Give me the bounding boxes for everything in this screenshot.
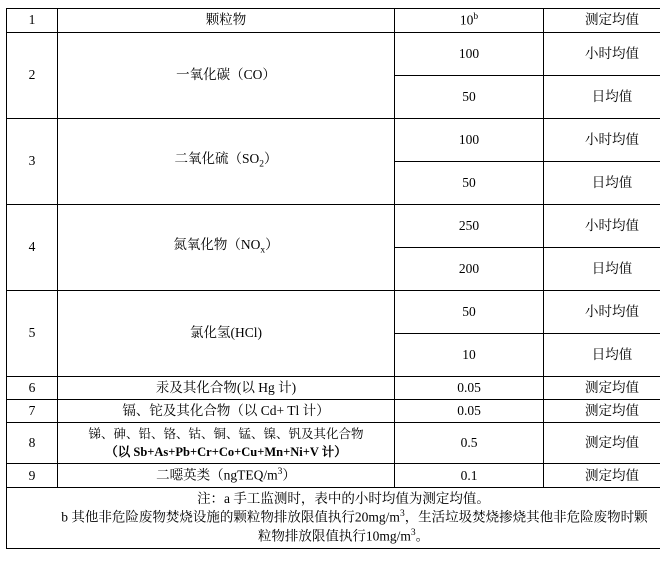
limit-value: 250 <box>395 204 544 247</box>
limit-value: 0.05 <box>395 376 544 399</box>
limit-value-number: 10 <box>459 12 474 28</box>
value-type: 日均值 <box>544 161 660 204</box>
table-row <box>7 464 660 488</box>
note-line-1: 注：a 手工监测时，表中的小时均值为测定均值。 <box>197 491 490 507</box>
note-line-2-part-a: b 其他非危险废物焚烧设施的颗粒物排放限值执行20mg/m <box>61 509 400 525</box>
pollutant-name: 汞及其化合物(以 Hg 计) <box>58 376 395 399</box>
row-number: 4 <box>7 204 58 290</box>
note-line-2-superscript: 3 <box>399 509 405 520</box>
pollutant-name <box>58 423 395 464</box>
row-number: 1 <box>7 9 58 33</box>
table-row <box>7 118 660 161</box>
table-row <box>7 290 660 333</box>
pollutant-name <box>58 464 395 488</box>
value-type: 测定均值 <box>544 423 660 464</box>
row-number: 6 <box>7 376 58 399</box>
limit-value-superscript: b <box>473 12 479 22</box>
note-line-3-superscript: 3 <box>410 528 416 539</box>
table-row <box>7 399 660 422</box>
pollutant-name: 颗粒物 <box>58 9 395 33</box>
pollutant-name-line-1: 锑、砷、铅、铬、钴、铜、锰、镍、钒及其化合物 <box>88 427 364 442</box>
limit-value: 50 <box>395 161 544 204</box>
pollutant-name <box>58 204 395 290</box>
limit-value: 0.1 <box>395 464 544 488</box>
value-type: 日均值 <box>544 333 660 376</box>
value-type: 小时均值 <box>544 204 660 247</box>
value-type: 测定均值 <box>544 399 660 422</box>
pollutant-name-line-2: （以 Sb+As+Pb+Cr+Co+Cu+Mn+Ni+V 计） <box>105 445 347 460</box>
value-type: 测定均值 <box>544 464 660 488</box>
table-row <box>7 376 660 399</box>
emission-limits-table <box>6 8 660 549</box>
pollutant-name-subscript: x <box>260 246 266 257</box>
pollutant-name-suffix: ） <box>264 151 278 167</box>
pollutant-name-suffix: ） <box>265 237 279 253</box>
limit-value: 100 <box>395 118 544 161</box>
value-type: 测定均值 <box>544 9 660 33</box>
note-line-3 <box>10 527 660 546</box>
note-line-3-part-b: 。 <box>415 528 430 544</box>
pollutant-name: 一氧化碳（CO） <box>58 32 395 118</box>
limit-value: 0.5 <box>395 423 544 464</box>
value-type: 日均值 <box>544 75 660 118</box>
pollutant-name-subscript: 2 <box>259 160 264 171</box>
pollutant-name-superscript: 3 <box>277 467 283 478</box>
pollutant-name: 氯化氢(HCl) <box>58 290 395 376</box>
limit-value <box>395 9 544 33</box>
limit-value: 10 <box>395 333 544 376</box>
value-type: 日均值 <box>544 247 660 290</box>
value-type: 小时均值 <box>544 290 660 333</box>
pollutant-name-prefix: 二氧化硫（SO <box>174 151 260 167</box>
note-line-2-part-b: ，生活垃圾焚烧掺烧其他非危险废物时颗 <box>404 509 648 525</box>
value-type: 小时均值 <box>544 32 660 75</box>
row-number: 3 <box>7 118 58 204</box>
pollutant-name <box>58 118 395 204</box>
value-type: 测定均值 <box>544 376 660 399</box>
limit-value: 0.05 <box>395 399 544 422</box>
table-note-row <box>7 488 660 549</box>
table-row <box>7 423 660 464</box>
table-row <box>7 204 660 247</box>
row-number: 5 <box>7 290 58 376</box>
table-row <box>7 9 660 33</box>
pollutant-name-prefix: 二噁英类（ngTEQ/m <box>156 467 278 483</box>
pollutant-name: 镉、铊及其化合物（以 Cd+ Tl 计） <box>58 399 395 422</box>
note-line-3-part-a: 粒物排放限值执行10mg/m <box>257 528 411 544</box>
limit-value: 50 <box>395 75 544 118</box>
pollutant-name-prefix: 氮氧化物（NO <box>173 237 261 253</box>
row-number: 7 <box>7 399 58 422</box>
limit-value: 50 <box>395 290 544 333</box>
table-notes <box>7 488 660 549</box>
note-line-2 <box>10 508 660 527</box>
limit-value: 200 <box>395 247 544 290</box>
table-row <box>7 32 660 75</box>
row-number: 8 <box>7 423 58 464</box>
row-number: 2 <box>7 32 58 118</box>
limit-value: 100 <box>395 32 544 75</box>
pollutant-name-suffix: ） <box>282 467 296 483</box>
value-type: 小时均值 <box>544 118 660 161</box>
row-number: 9 <box>7 464 58 488</box>
